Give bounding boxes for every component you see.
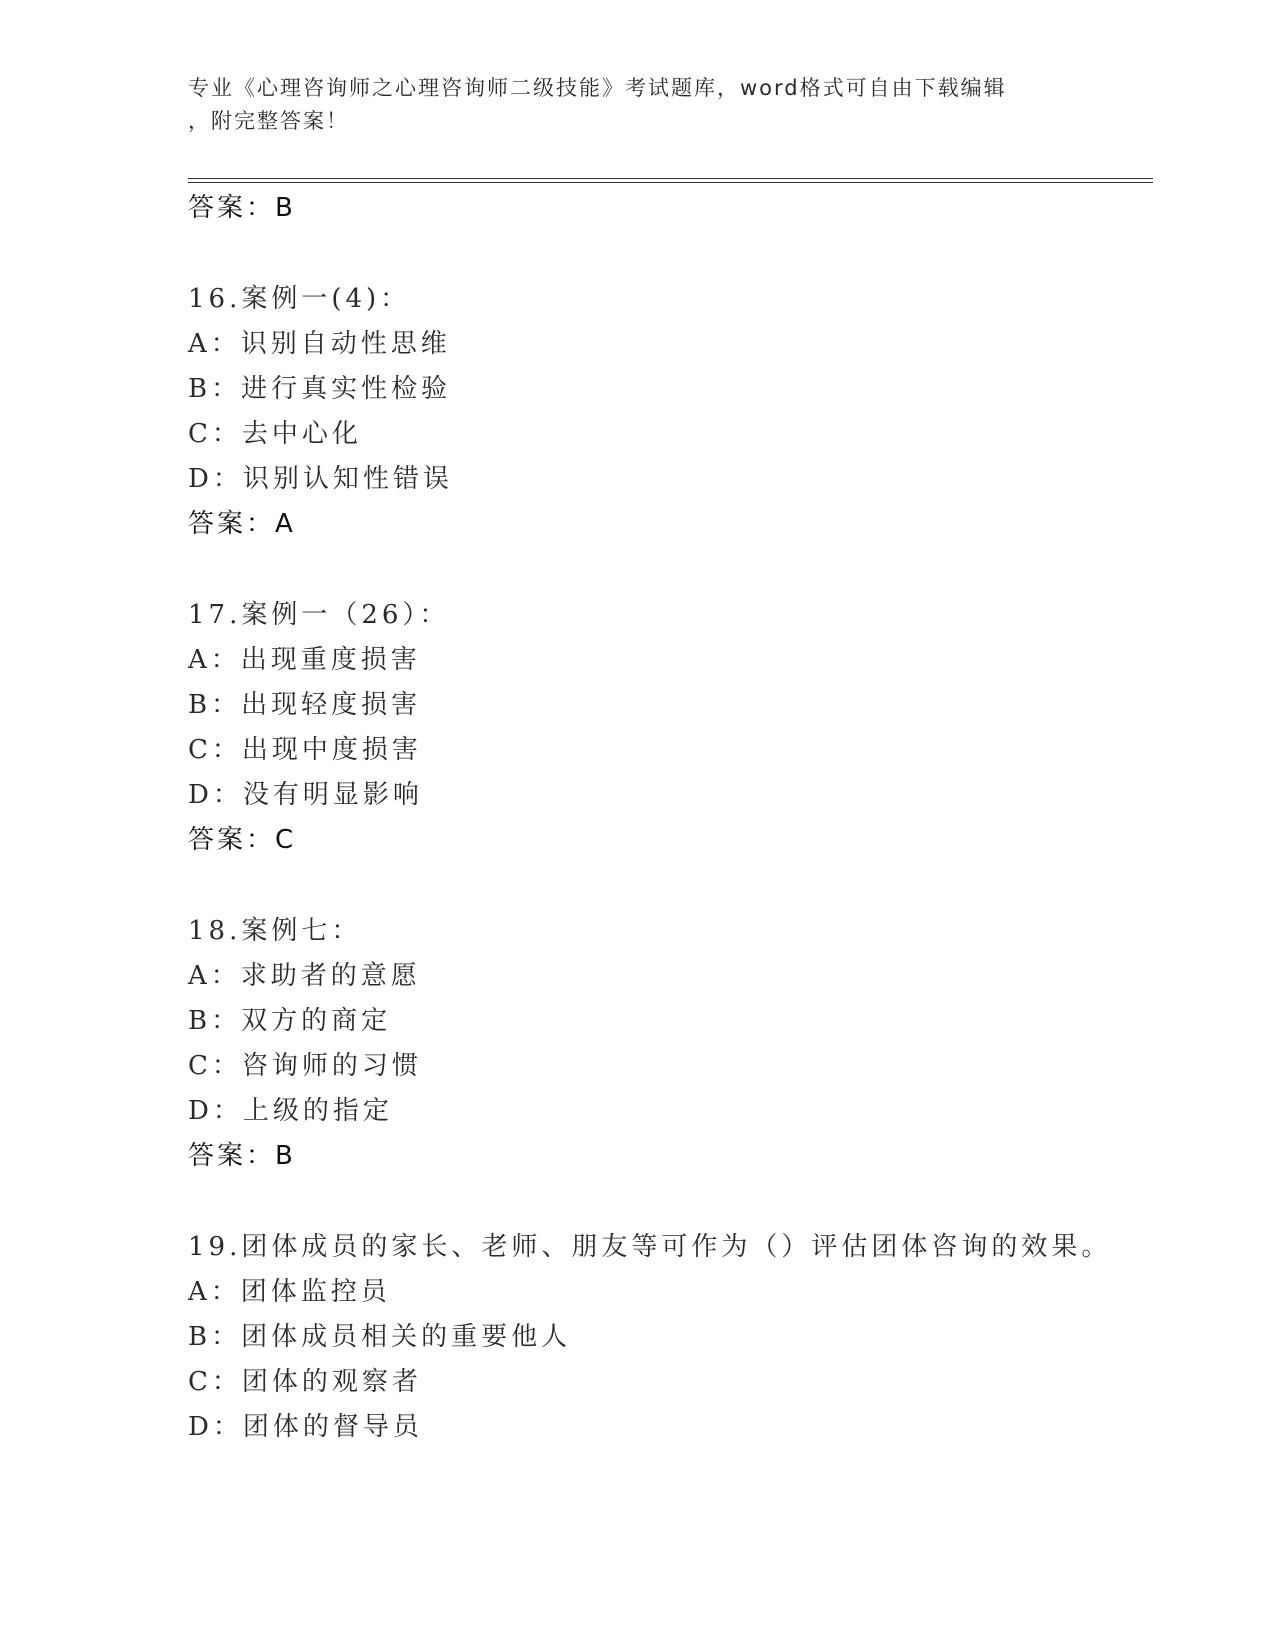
option-d: D：上级的指定 xyxy=(188,1096,393,1126)
option-d: D：识别认知性错误 xyxy=(188,464,453,494)
option-b: B：双方的商定 xyxy=(188,1006,392,1036)
previous-answer: 答案：B xyxy=(188,193,296,223)
header-line-1: 专业《心理咨询师之心理咨询师二级技能》考试题库，word格式可自由下载编辑 xyxy=(188,76,1007,100)
question-list xyxy=(188,186,1153,1450)
option-b: B：出现轻度损害 xyxy=(188,690,422,720)
question-17 xyxy=(188,593,1153,863)
question-stem: 16.案例一(4)： xyxy=(188,284,411,314)
question-19 xyxy=(188,1225,1153,1450)
option-c: C：团体的观察者 xyxy=(188,1367,422,1397)
question-stem: 17.案例一（26）： xyxy=(188,600,450,630)
header-divider-top xyxy=(188,178,1153,179)
option-a: A：出现重度损害 xyxy=(188,645,421,675)
option-d: D：没有明显影响 xyxy=(188,780,423,810)
question-stem: 19.团体成员的家长、老师、朋友等可作为（）评估团体咨询的效果。 xyxy=(188,1232,1112,1262)
option-a: A：团体监控员 xyxy=(188,1277,391,1307)
header-line-2: ，附完整答案！ xyxy=(188,109,349,133)
option-b: B：团体成员相关的重要他人 xyxy=(188,1322,572,1352)
option-d: D：团体的督导员 xyxy=(188,1412,423,1442)
spacer xyxy=(188,1179,1153,1225)
option-a: A：识别自动性思维 xyxy=(188,329,451,359)
page-header xyxy=(188,72,1088,138)
spacer xyxy=(188,547,1153,593)
answer-line: 答案：C xyxy=(188,825,297,855)
option-c: C：出现中度损害 xyxy=(188,735,422,765)
question-stem: 18.案例七： xyxy=(188,916,362,946)
option-b: B：进行真实性检验 xyxy=(188,374,452,404)
answer-line: 答案：A xyxy=(188,509,296,539)
answer-line: 答案：B xyxy=(188,1141,296,1171)
spacer xyxy=(188,231,1153,277)
option-c: C：去中心化 xyxy=(188,419,362,449)
spacer xyxy=(188,863,1153,909)
header-divider-bottom xyxy=(188,182,1153,183)
option-c: C：咨询师的习惯 xyxy=(188,1051,422,1081)
option-a: A：求助者的意愿 xyxy=(188,961,421,991)
question-18 xyxy=(188,909,1153,1179)
question-16 xyxy=(188,277,1153,547)
